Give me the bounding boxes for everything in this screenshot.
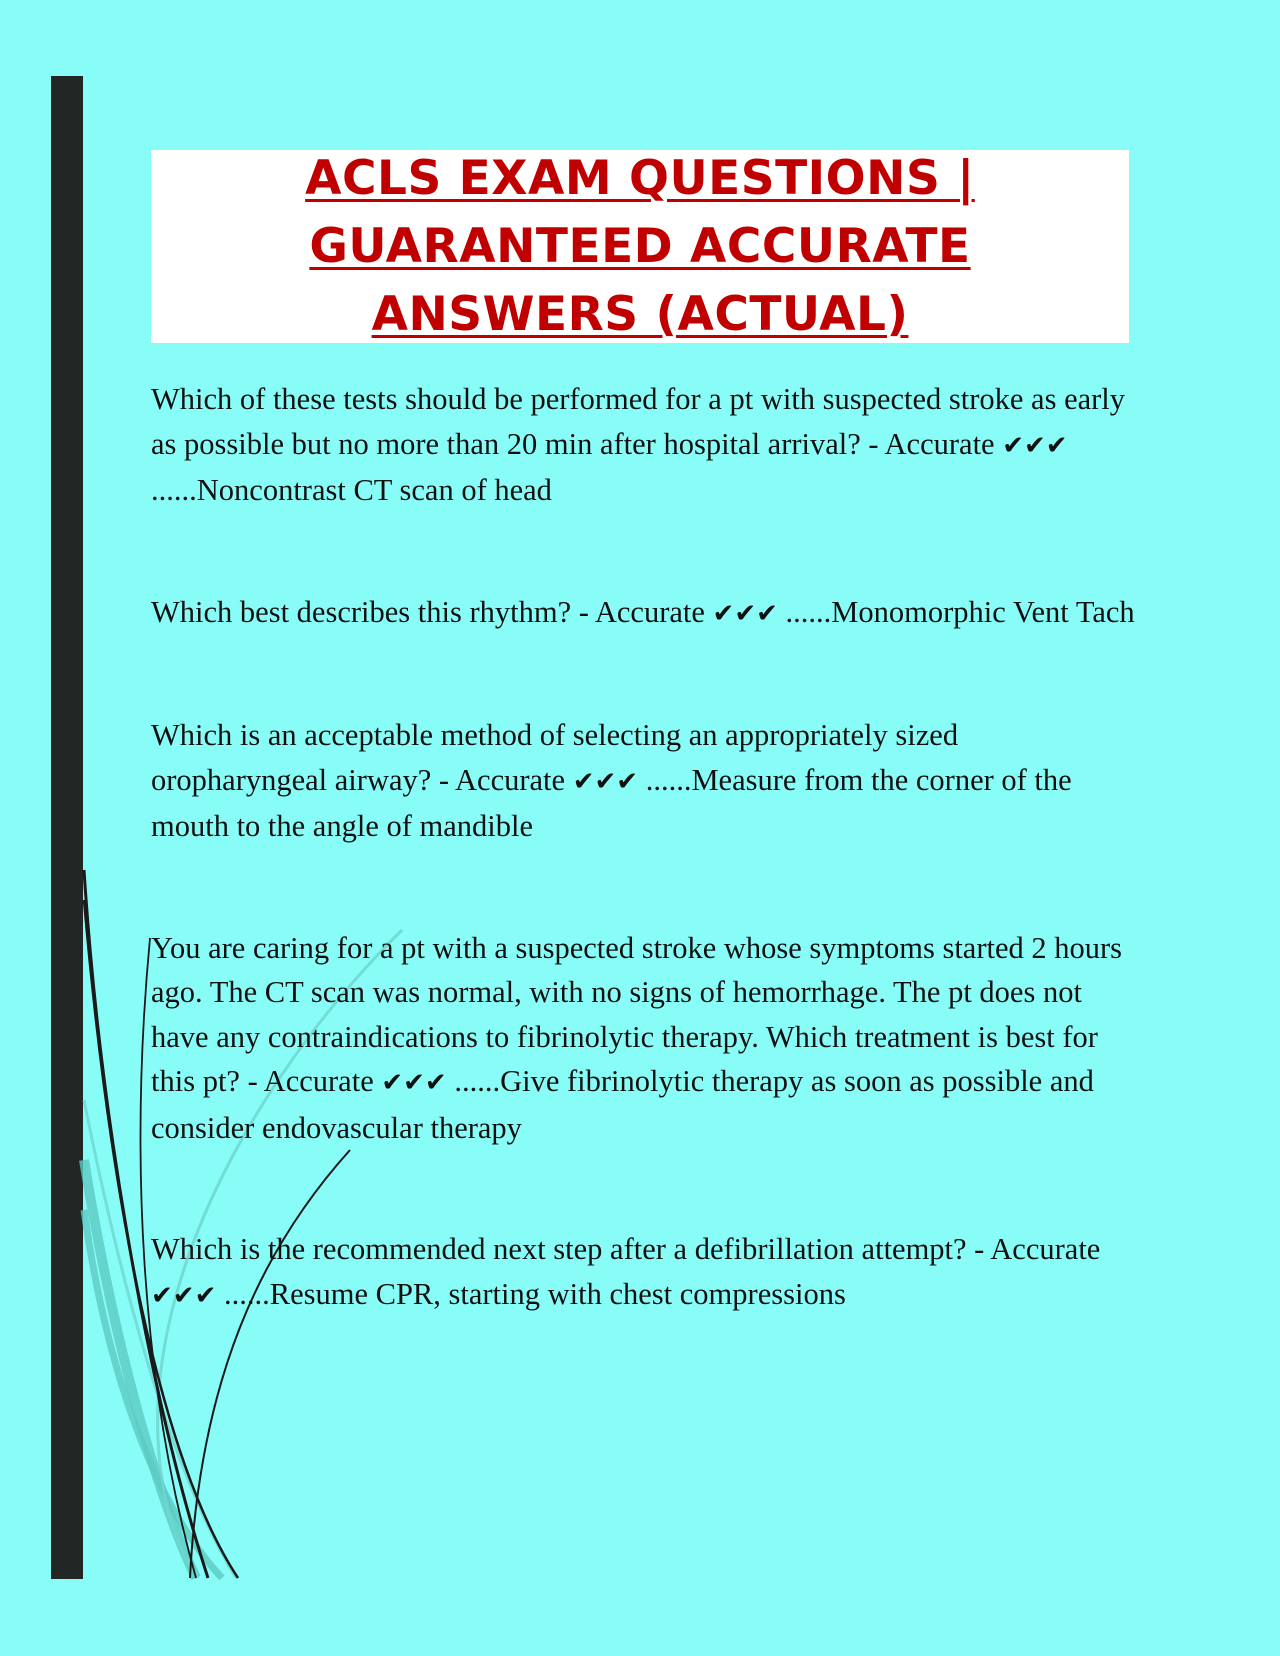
qa-item <box>151 1227 1141 1318</box>
answer-text: ......Monomorphic Vent Tach <box>785 594 1135 629</box>
check-mark-icons: ✔✔✔ <box>712 598 778 629</box>
check-mark-icons: ✔✔✔ <box>572 766 639 797</box>
qa-item <box>151 926 1141 1151</box>
check-mark-icons: ✔✔✔ <box>1002 430 1068 461</box>
title-box <box>151 150 1129 343</box>
answer-text: ......Give fibrinolytic therapy as soon as possible and consider endovascular therapy <box>151 1064 1094 1145</box>
question-text: Which best describes this rhythm? - Accurate <box>151 594 705 629</box>
left-side-bar <box>51 76 83 1579</box>
question-text: Which of these tests should be performed for a pt with suspected stroke as early as possible but no more than 20 min after hospital arrival? - Accurate <box>151 382 1126 461</box>
document-title: ACLS EXAM QUESTIONS | GUARANTEED ACCURATE ANSWERS (ACTUAL) <box>305 150 975 342</box>
check-mark-icons: ✔✔✔ <box>151 1280 217 1311</box>
qa-item <box>151 377 1141 513</box>
answer-text: ......Resume CPR, starting with chest compressions <box>223 1276 846 1311</box>
question-text: Which is an acceptable method of selecting an appropriately sized oropharyngeal airway? - Accurate <box>151 718 959 797</box>
qa-list <box>151 377 1141 1395</box>
answer-text: ......Measure from the corner of the mouth to the angle of mandible <box>151 762 1072 843</box>
answer-text: ......Noncontrast CT scan of head <box>151 473 552 507</box>
question-text: Which is the recommended next step after a defibrillation attempt? - Accurate <box>151 1232 1101 1266</box>
check-mark-icons: ✔✔✔ <box>381 1068 447 1098</box>
question-text: You are caring for a pt with a suspected stroke whose symptoms started 2 hours ago. The CT scan was normal, with no signs of hemorrhage. The pt does not have any contraindications to fibrinolytic therapy. Which treatment is best for this pt? - Accurate <box>151 930 1123 1098</box>
qa-item <box>151 713 1141 849</box>
qa-item <box>151 590 1141 637</box>
